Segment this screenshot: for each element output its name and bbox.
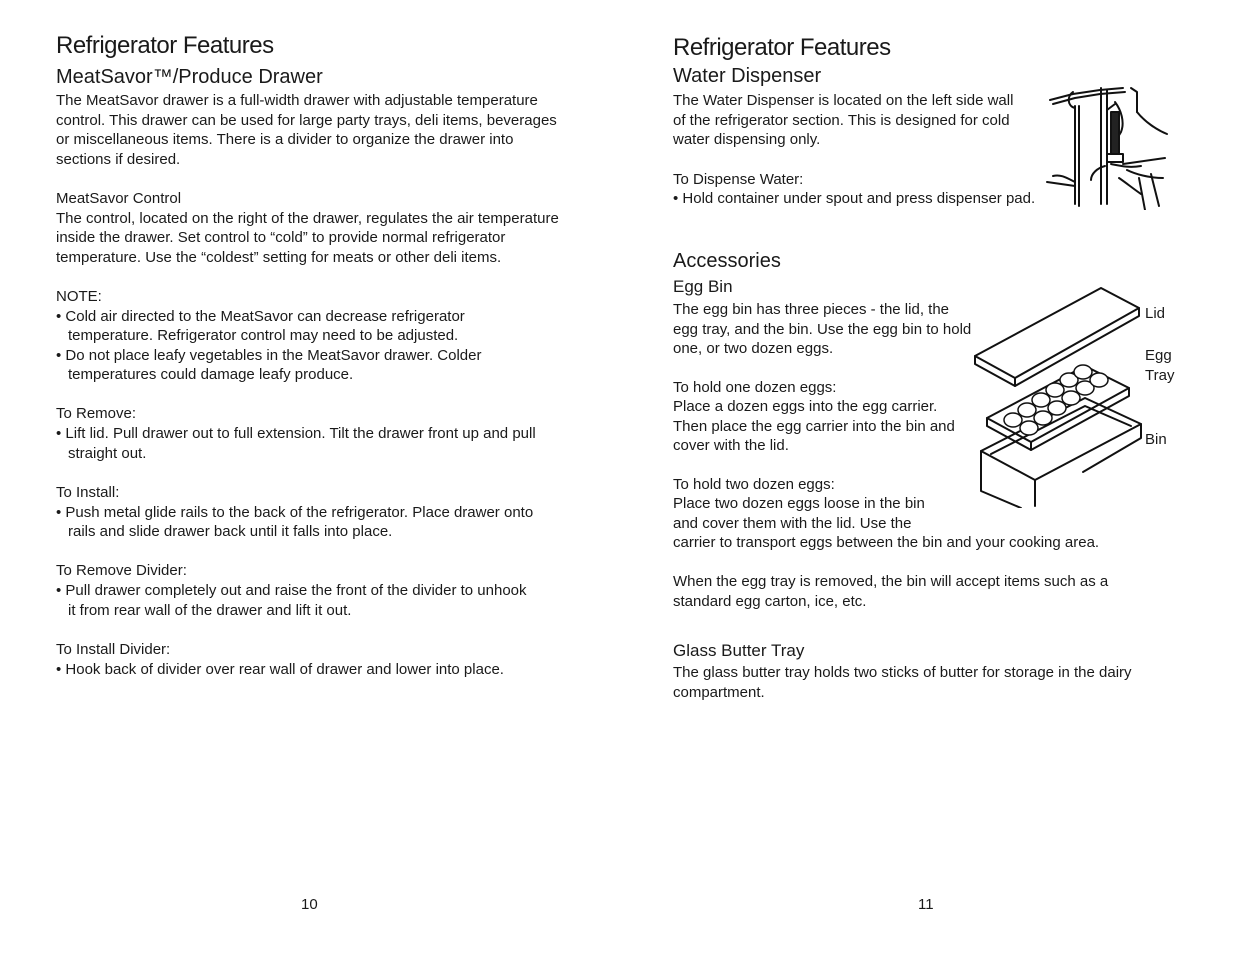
install-bullet: • Push metal glide rails to the back of the refrigerator. Place drawer onto rails and slide drawer back until it falls into place. (56, 503, 534, 540)
egg-bin-illustration (973, 286, 1143, 508)
control-heading: MeatSavor Control (56, 189, 182, 207)
install-divider-bullet: • Hook back of divider over rear wall of drawer and lower into place. (56, 660, 504, 678)
right-page (673, 0, 1193, 954)
accessories-title: Accessories (673, 250, 781, 272)
remove-divider-bullet: • Pull drawer completely out and raise the front of the divider to unhook it from rear wall of the drawer and lift it out. (56, 582, 527, 619)
water-dispenser-illustration (1045, 82, 1170, 210)
two-dozen-text-a: Place two dozen eggs loose in the bin and cover them with the lid. Use the (673, 495, 925, 532)
install-heading: To Install: (56, 483, 120, 501)
egg-bin-title: Egg Bin (673, 277, 733, 296)
butter-tray-text: The glass butter tray holds two sticks of butter for storage in the dairy compartment. (673, 664, 1132, 701)
note-bullet-2: • Do not place leafy vegetables in the MeatSavor drawer. Colder temperatures could damage leafy produce. (56, 346, 482, 383)
two-dozen-heading: To hold two dozen eggs: (673, 476, 835, 493)
left-page-content (56, 32, 576, 679)
label-egg-tray-1: Egg (1145, 347, 1172, 364)
left-page (56, 0, 576, 954)
egg-bin-text: The egg bin has three pieces - the lid, the egg tray, and the bin. Use the egg bin to hold one, or two dozen eggs. (673, 301, 972, 357)
butter-tray-title: Glass Butter Tray (673, 641, 805, 660)
two-dozen-text-b: carrier to transport eggs between the bin and your cooking area. (673, 534, 1100, 551)
page-number-left: 10 (301, 896, 318, 913)
note-bullet-1: • Cold air directed to the MeatSavor can decrease refrigerator temperature. Refrigerator control may need to be adjusted. (56, 307, 465, 344)
one-dozen-heading: To hold one dozen eggs: (673, 379, 837, 396)
dispense-heading: To Dispense Water: (673, 171, 804, 188)
water-dispenser-title: Water Dispenser (673, 65, 822, 87)
remove-bullet: • Lift lid. Pull drawer out to full extension. Tilt the drawer front up and pull straight out. (56, 425, 536, 462)
label-bin: Bin (1145, 431, 1167, 448)
remove-heading: To Remove: (56, 405, 137, 422)
label-egg-tray-2: Tray (1145, 367, 1175, 384)
remove-divider-heading: To Remove Divider: (56, 562, 187, 579)
label-lid: Lid (1145, 305, 1166, 322)
one-dozen-text: Place a dozen eggs into the egg carrier. Then place the egg carrier into the bin and cover with the lid. (673, 398, 955, 454)
water-dispenser-text: The Water Dispenser is located on the left side wall of the refrigerator section. This is designed for cold water dispensing only. (673, 92, 1014, 148)
meatsavor-title: MeatSavor™/Produce Drawer (56, 66, 323, 88)
note-heading: NOTE: (56, 287, 102, 305)
page-title-right: Refrigerator Features (673, 34, 891, 61)
page-title: Refrigerator Features (56, 32, 274, 59)
control-text: The control, located on the right of the drawer, regulates the air temperature inside the drawer. Set control to “cold” to provide normal refrigerator temperature. Use the “coldest” setting for meats or other deli items. (56, 209, 559, 266)
page-number-right: 11 (918, 896, 934, 913)
install-divider-heading: To Install Divider: (56, 640, 171, 658)
dispense-bullet: • Hold container under spout and press dispenser pad. (673, 190, 1036, 207)
meatsavor-intro: The MeatSavor drawer is a full-width drawer with adjustable temperature control. This drawer can be used for large party trays, deli items, beverages or miscellaneous items. There is a divider to organize the drawer into sections if desired. (56, 92, 557, 168)
egg-tray-removed-text: When the egg tray is removed, the bin will accept items such as a standard egg carton, ice, etc. (673, 573, 1109, 610)
